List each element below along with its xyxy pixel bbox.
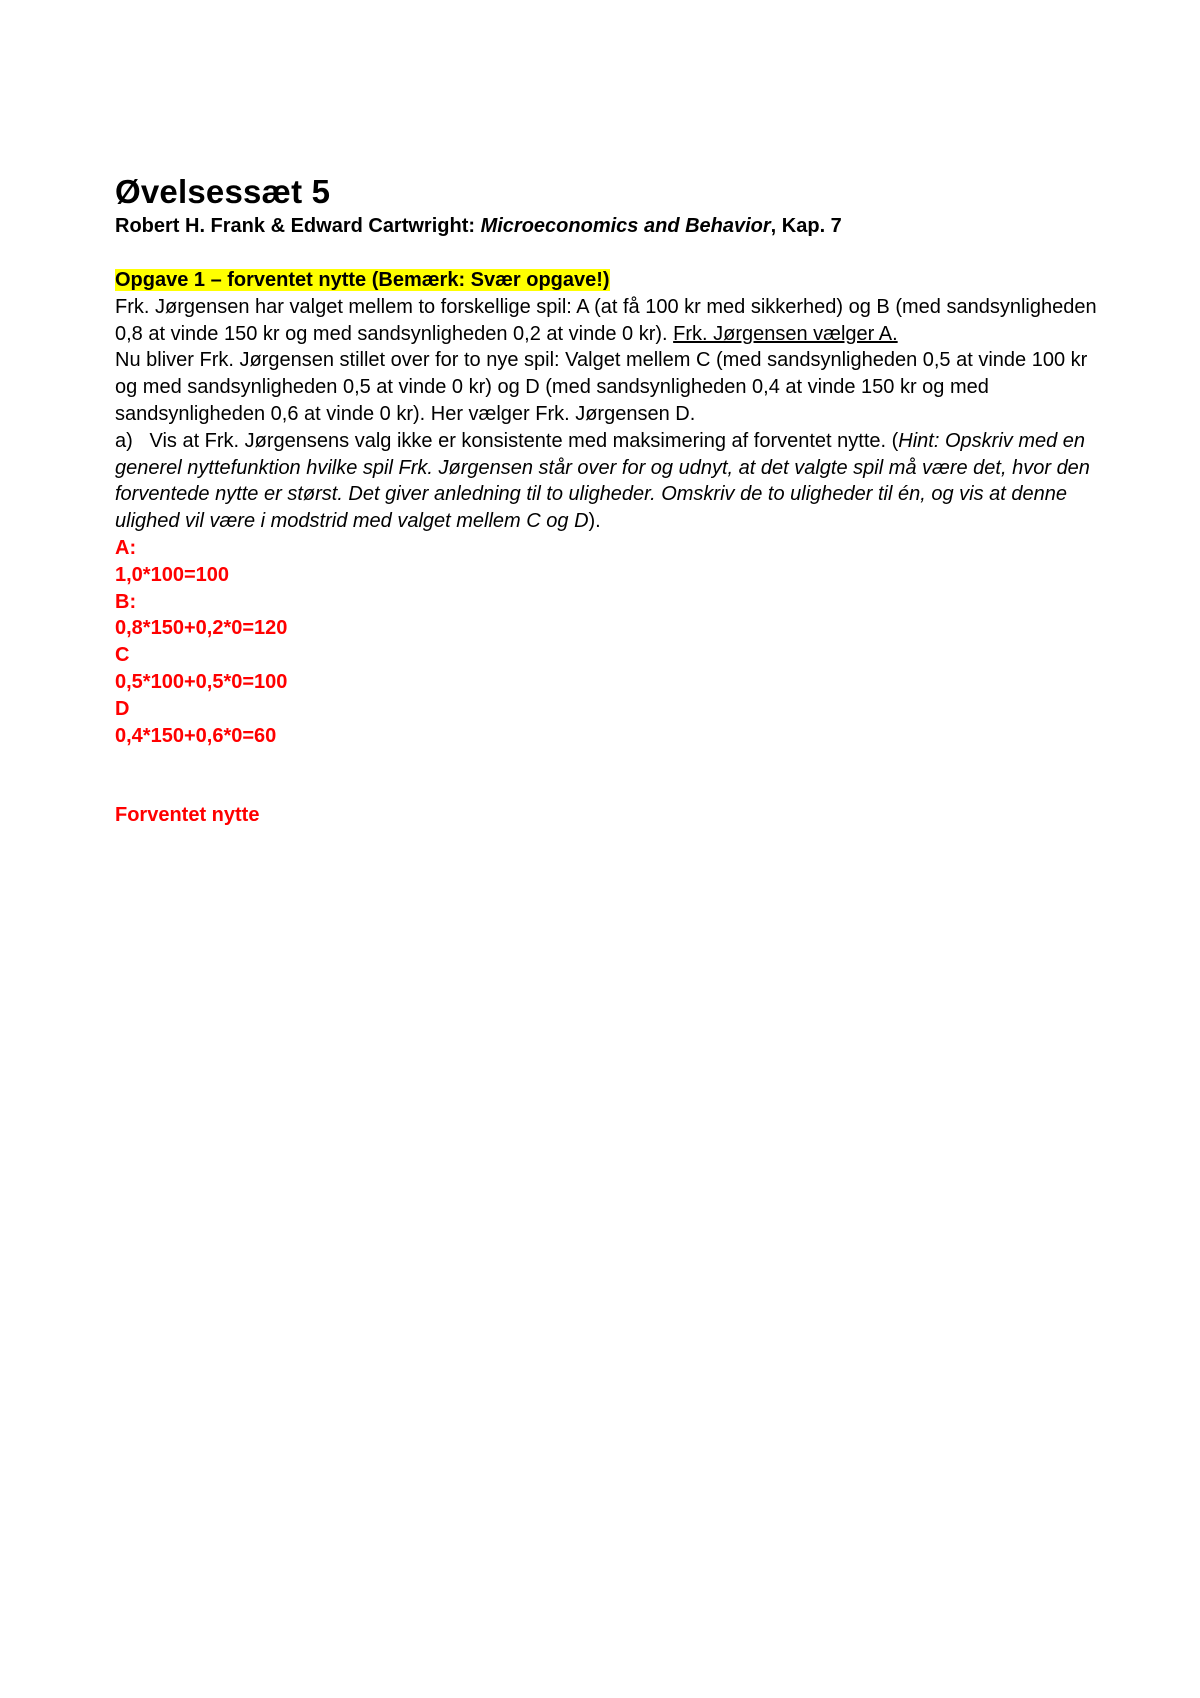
subtitle-authors: Robert H. Frank & Edward Cartwright: [115,215,481,237]
answer-line: 1,0*100=100 [115,563,230,586]
task-1-section [115,267,1105,535]
answer-line: 0,5*100+0,5*0=100 [115,670,288,693]
document-subtitle [115,212,1105,240]
document-title: Øvelsessæt 5 [115,173,331,210]
question-a-text: Vis at Frk. Jørgensens valg ikke er konsistente med maksimering af forventet nytte. ( [149,429,899,452]
question-a-label: a) [115,429,133,452]
question-a-end: ). [588,510,601,533]
task-1-paragraph-1-underlined: Frk. Jørgensen vælger A. [673,322,898,345]
answer-section [115,535,1105,829]
question-a-hint: Hint: Opskriv med en generel nyttefunktion hvilke spil Frk. Jørgensen står over for og udnyt, at det valgte spil må være det, hvor den forventede nytte er størst. Det giver anledning til to uligheder. Omskriv de to uligheder til én, og vis at denne ulighed vil være i modstrid med valget mellem C og D [115,429,1090,533]
spacer [115,749,1105,802]
task-1-question-a [115,428,1105,535]
answer-line: 0,8*150+0,2*0=120 [115,617,288,640]
task-1-heading: Opgave 1 – forventet nytte (Bemærk: Svær opgave!) [115,269,610,291]
answer-footer-heading: Forventet nytte [115,804,260,827]
document-page [115,172,1105,829]
subtitle-chapter: , Kap. 7 [770,215,842,237]
answer-line: D [115,697,130,720]
task-1-paragraph-2: Nu bliver Frk. Jørgensen stillet over for to nye spil: Valget mellem C (med sandsynligheden 0,5 at vinde 100 kr og med sandsynligheden 0,5 at vinde 0 kr) og D (med sandsynligheden 0,4 at vinde 150 kr og med sandsynligheden 0,6 at vinde 0 kr). Her vælger Frk. Jørgensen D. [115,349,1088,425]
answer-line: A: [115,536,137,559]
subtitle-book-title: Microeconomics and Behavior [480,215,771,237]
answer-line: C [115,644,130,667]
task-1-paragraph-1-text: Frk. Jørgensen har valget mellem to forskellige spil: A (at få 100 kr med sikkerhed) og B (med sandsynligheden 0,8 at vinde 150 kr og med sandsynligheden 0,2 at vinde 0 kr). [115,295,1097,345]
task-1-paragraph-1 [115,294,1105,348]
answer-line: B: [115,590,137,613]
answer-line: 0,4*150+0,6*0=60 [115,724,277,747]
